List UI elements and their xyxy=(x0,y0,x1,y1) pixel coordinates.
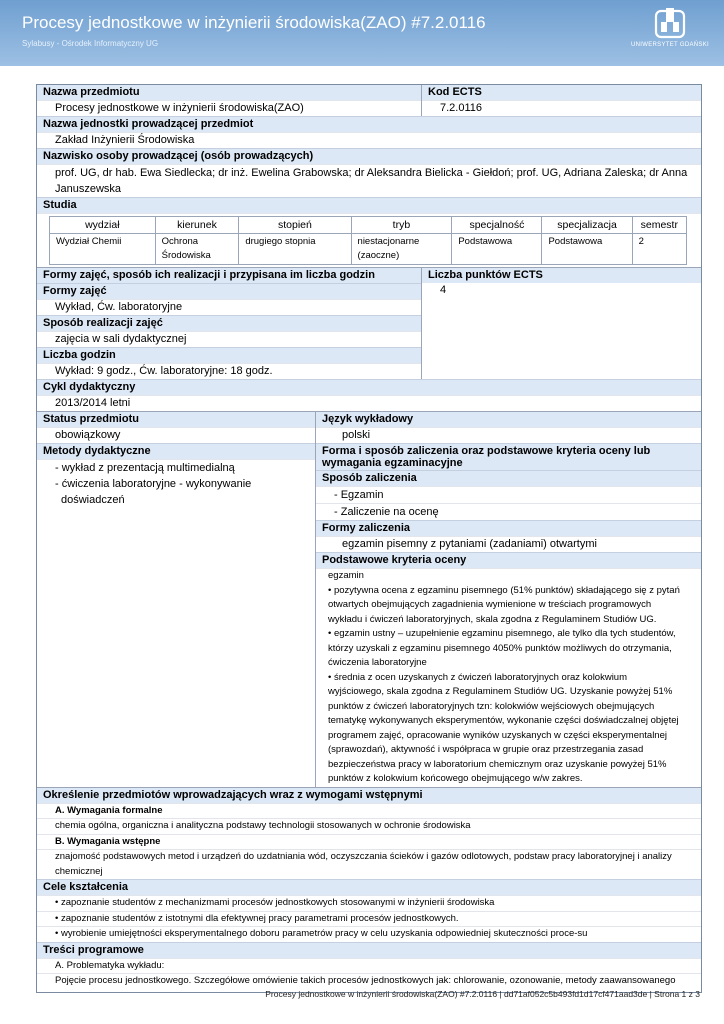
sposob-zaliczenia-2: - Zaliczenie na ocenę xyxy=(316,503,701,520)
kryteria-line: (sprawozdań), aktywność i współpraca w grupie oraz przestrzegania zasad xyxy=(328,744,644,755)
kryteria-line: punktów z kolokwium końcowego obejmującego w/w zakres. xyxy=(328,773,583,784)
page-footer: Procesy jednostkowe w inżynierii środowiska(ZAO) #7.2.0116 | dd71af052c5b493fd1d17cf471aad3de | Strona 1 z 3 xyxy=(265,989,700,999)
cele-item: • zapoznanie studentów z istotnymi dla efektywnej pracy parametrami procesów jednostkowych. xyxy=(37,911,701,927)
studia-header-row xyxy=(50,217,687,234)
studia-row xyxy=(50,234,687,265)
studia-label: Studia xyxy=(37,197,701,213)
syllabus-table xyxy=(36,84,702,993)
cell-text: Ochrona xyxy=(161,236,199,247)
zaliczenie-label xyxy=(316,443,701,470)
th-specjalizacja: specjalizacja xyxy=(542,217,632,234)
liczba-godzin-value: Wykład: 9 godz., Ćw. laboratoryjne: 18 godz. xyxy=(37,363,421,379)
persons-value xyxy=(37,164,701,197)
sposob-zaliczenia-label: Sposób zaliczenia xyxy=(316,470,701,486)
formy-label: Formy zajęć xyxy=(37,283,421,299)
cell-text: (zaoczne) xyxy=(357,250,400,261)
sposob-realizacji-label: Sposób realizacji zajęć xyxy=(37,315,421,331)
kryteria-line: otwartych obejmujących zagadnienia wymienione w treściach programowych xyxy=(328,599,652,610)
wymagania-label: Określenie przedmiotów wprowadzających wraz z wymogami wstępnymi xyxy=(37,787,701,803)
cell-text: Środowiska xyxy=(161,250,211,261)
tresci-a-text: Pojęcie procesu jednostkowego. Szczegółowe omówienie takich procesów jednostkowych jak: chlorowanie, ozonowanie, metody zaawansowanego xyxy=(37,973,701,992)
kryteria-text xyxy=(316,568,701,787)
th-tryb: tryb xyxy=(351,217,452,234)
cell-text: niestacjonarne xyxy=(357,236,420,247)
liczba-godzin-label: Liczba godzin xyxy=(37,347,421,363)
studia-table xyxy=(49,216,687,265)
tresci-a-label: A. Problematyka wykładu: xyxy=(37,958,701,974)
page-title: Procesy jednostkowe w inżynierii środowiska(ZAO) #7.2.0116 xyxy=(22,13,486,32)
metody-label: Metody dydaktyczne xyxy=(37,443,315,459)
sposob-realizacji-value: zajęcia w sali dydaktycznej xyxy=(37,331,421,347)
course-name-row xyxy=(37,85,701,116)
wymagania-a-text: chemia ogólna, organiczna i analityczna podstawy technologii stosowanych w ochronie środowiska xyxy=(37,818,701,834)
formy-zaliczenia-value: egzamin pisemny z pytaniami (zadaniami) otwartymi xyxy=(316,536,701,552)
zaliczenie-label-line-2: wymagania egzaminacyjne xyxy=(322,457,463,469)
unit-value: Zakład Inżynierii Środowiska xyxy=(37,132,701,148)
university-logo xyxy=(628,8,712,56)
ects-code: 7.2.0116 xyxy=(422,100,701,116)
ects-code-label: Kod ECTS xyxy=(422,85,701,100)
jezyk-label: Język wykładowy xyxy=(316,412,701,427)
cell-text: Podstawowa xyxy=(458,236,513,247)
kryteria-line: • średnia z ocen uzyskanych z ćwiczeń laboratoryjnych oraz kolokwium xyxy=(328,671,628,683)
page-subtitle: Sylabusy - Ośrodek Informatyczny UG xyxy=(22,39,159,48)
ects-points-label: Liczba punktów ECTS xyxy=(422,268,701,283)
td-specjalnosc xyxy=(452,234,542,265)
zaliczenie-label-line-1: Forma i sposób zaliczenia oraz podstawowe kryteria oceny lub xyxy=(322,445,651,457)
course-name: Procesy jednostkowe w inżynierii środowiska(ZAO) xyxy=(37,100,421,116)
cele-item: • wyrobienie umiejętności eksperymentalnego doboru parametrów pracy w celu uzyskania odpowiedniej skuteczności proce-su xyxy=(37,926,701,942)
kryteria-line: programem zajęć, opracowanie wyników uzyskanych w części eksperymentalnej xyxy=(328,729,667,741)
cell-text: 2 xyxy=(638,236,644,247)
persons-label: Nazwisko osoby prowadzącej (osób prowadzących) xyxy=(37,148,701,164)
th-semestr: semestr xyxy=(632,217,686,234)
sposob-zaliczenia-1: - Egzamin xyxy=(316,486,701,503)
kryteria-line: bezpieczeństwa pracy w laboratorium chemicznym oraz uzyskanie powyżej 51% xyxy=(328,758,667,770)
cykl-value: 2013/2014 letni xyxy=(37,395,701,411)
logo-text: UNIWERSYTET GDAŃSKI xyxy=(631,42,709,48)
th-specjalnosc: specjalność xyxy=(452,217,542,234)
page-header xyxy=(0,0,724,66)
cell-text: Wydział Chemii xyxy=(56,236,122,247)
cell-text: drugiego stopnia xyxy=(245,236,316,247)
cele-label: Cele kształcenia xyxy=(37,879,701,895)
formy-section xyxy=(37,267,701,379)
persons-line-2: Januszewska xyxy=(55,183,122,195)
th-stopien: stopień xyxy=(239,217,351,234)
wymagania-b-text xyxy=(37,849,701,879)
metody-item-2: - ćwiczenia laboratoryjne - wykonywanie xyxy=(55,478,252,490)
metody-item-2-cont: doświadczeń xyxy=(61,494,125,506)
kryteria-line: tematykę wykonywanych eksperymentów, wykonanie części doświadczalnej objętej xyxy=(328,715,679,726)
wymagania-b-label: B. Wymagania wstępne xyxy=(37,834,701,850)
kryteria-line: ćwiczenia laboratoryjne xyxy=(328,657,427,668)
kryteria-line: • egzamin ustny – uzupełnienie egzaminu pisemnego, ale tylko dla tych studentów, xyxy=(328,628,676,639)
wymagania-a-label: A. Wymagania formalne xyxy=(37,803,701,819)
formy-section-label: Formy zajęć, sposób ich realizacji i przypisana im liczba godzin xyxy=(37,268,421,283)
kryteria-line: wykładu i ćwiczeń laboratoryjnych, skala zgodna z Regulaminem Studiów UG. xyxy=(328,613,657,625)
td-semestr xyxy=(632,234,686,265)
th-kierunek: kierunek xyxy=(155,217,239,234)
formy-zaliczenia-label: Formy zaliczenia xyxy=(316,520,701,536)
status-value: obowiązkowy xyxy=(37,427,315,443)
persons-line-1: prof. UG, dr hab. Ewa Siedlecka; dr inż. Ewelina Grabowska; dr Aleksandra Bielicka - Giełdoń; prof. UG, Adriana Zaleska; dr Anna xyxy=(55,167,688,179)
cele-item: • zapoznanie studentów z mechanizmami procesów jednostkowych stosowanymi w inżynierii środowiska xyxy=(37,895,701,911)
td-kierunek xyxy=(155,234,239,265)
th-wydzial: wydział xyxy=(50,217,156,234)
wymagania-b-line-1: znajomość podstawowych metod i urządzeń do uzdatniania wód, oczyszczania ścieków i gazów odlotowych, podstaw pracy laboratoryjnej i analizy xyxy=(55,851,672,862)
td-wydzial xyxy=(50,234,156,265)
cell-text: Podstawowa xyxy=(548,236,603,247)
kryteria-label: Podstawowe kryteria oceny xyxy=(316,552,701,568)
cykl-label: Cykl dydaktyczny xyxy=(37,379,701,395)
jezyk-value: polski xyxy=(316,427,701,443)
kryteria-line: egzamin xyxy=(328,570,364,581)
tresci-label: Treści programowe xyxy=(37,942,701,958)
kryteria-line: • pozytywna ocena z egzaminu pisemnego (51% punktów) składającego się z pytań xyxy=(328,584,680,596)
formy-value: Wykład, Ćw. laboratoryjne xyxy=(37,299,421,315)
kryteria-line: wyjściowego, skala zgodna z Regulaminem Studiów UG. Uzyskanie powyżej 51% xyxy=(328,686,673,697)
wymagania-b-line-2: chemicznej xyxy=(55,865,103,877)
kryteria-line: którzy uzyskali z egzaminu pisemnego 4050% punktów możliwych do otrzymania, xyxy=(328,642,672,654)
td-tryb xyxy=(351,234,452,265)
metody-item-1: - wykład z prezentacją multimedialną xyxy=(37,459,315,476)
course-name-label: Nazwa przedmiotu xyxy=(37,85,421,100)
td-stopien xyxy=(239,234,351,265)
university-logo-icon xyxy=(628,8,712,42)
status-section xyxy=(37,411,701,787)
ects-points: 4 xyxy=(440,284,447,296)
unit-label: Nazwa jednostki prowadzącej przedmiot xyxy=(37,116,701,132)
kryteria-line: punktów z ćwiczeń laboratoryjnych tzn: kolokwiów wejściowych obejmujących xyxy=(328,700,655,712)
status-label: Status przedmiotu xyxy=(37,412,315,427)
td-specjalizacja xyxy=(542,234,632,265)
